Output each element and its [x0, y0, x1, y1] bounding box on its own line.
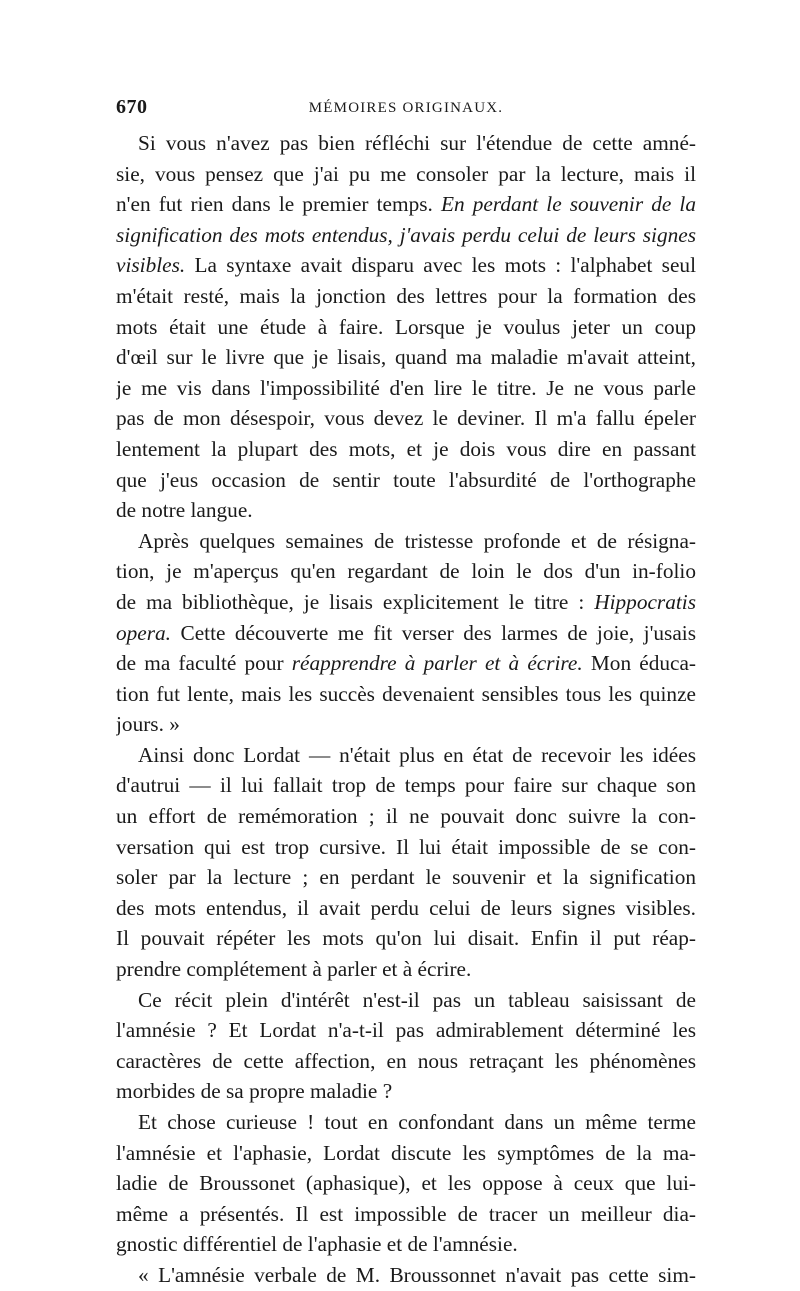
text-line: je me vis dans l'impossibilité d'en lire le titre. Je ne vous parle	[116, 375, 696, 400]
text-line: Ce récit plein d'intérêt n'est-il pas un tableau saisissant de	[138, 987, 696, 1012]
text-line: versation qui est trop cursive. Il lui était impossible de se con-	[116, 834, 696, 859]
text-line: Si vous n'avez pas bien réfléchi sur l'étendue de cette amné-	[138, 131, 696, 155]
text-line: Il pouvait répéter les mots qu'on lui disait. Enfin il put réap-	[116, 926, 696, 951]
text-line: l'amnésie et l'aphasie, Lordat discute les symptômes de la ma-	[116, 1140, 696, 1165]
body-text	[116, 128, 696, 1291]
text-line: visibles. La syntaxe avait disparu avec les mots : l'alphabet seul	[116, 253, 696, 278]
text-line: de notre langue.	[116, 498, 253, 523]
page-number: 670	[116, 96, 148, 118]
text-line: que j'eus occasion de sentir toute l'absurdité de l'orthographe	[116, 467, 696, 492]
text-line: « L'amnésie verbale de M. Broussonnet n'avait pas cette sim-	[138, 1262, 696, 1287]
text-line: soler par la lecture ; en perdant le souvenir et la signification	[116, 865, 696, 890]
text-line: opera. Cette découverte me fit verser des larmes de joie, j'usais	[116, 620, 696, 645]
text-line: lentement la plupart des mots, et je dois vous dire en passant	[116, 436, 696, 461]
text-line: jours. »	[116, 712, 180, 737]
text-line: caractères de cette affection, en nous retraçant les phénomènes	[116, 1048, 696, 1073]
text-line: un effort de remémoration ; il ne pouvait donc suivre la con-	[116, 804, 696, 829]
text-line: morbides de sa propre maladie ?	[116, 1079, 393, 1104]
text-line: signification des mots entendus, j'avais perdu celui de leurs signes	[116, 222, 696, 247]
text-line: tion, je m'aperçus qu'en regardant de loin le dos d'un in-folio	[116, 559, 696, 584]
text-line: Ainsi donc Lordat — n'était plus en état de recevoir les idées	[138, 742, 696, 767]
text-line: m'était resté, mais la jonction des lettres pour la formation des	[116, 283, 696, 308]
page-header	[116, 96, 696, 126]
text-line: sie, vous pensez que j'ai pu me consoler par la lecture, mais il	[116, 161, 696, 186]
text-line: tion fut lente, mais les succès devenaient sensibles tous les quinze	[116, 681, 696, 706]
text-line: d'autrui — il lui fallait trop de temps pour faire sur chaque son	[116, 773, 696, 798]
text-line: de ma faculté pour réapprendre à parler et à écrire. Mon éduca-	[116, 651, 696, 676]
text-line: d'œil sur le livre que je lisais, quand ma maladie m'avait atteint,	[116, 345, 696, 370]
text-line: Après quelques semaines de tristesse profonde et de résigna-	[138, 528, 696, 553]
text-line: même a présentés. Il est impossible de tracer un meilleur dia-	[116, 1201, 696, 1226]
text-line: ladie de Broussonet (aphasique), et les oppose à ceux que lui-	[116, 1171, 696, 1196]
text-line: des mots entendus, il avait perdu celui de leurs signes visibles.	[116, 895, 696, 920]
text-line: Et chose curieuse ! tout en confondant dans un même terme	[138, 1110, 696, 1134]
running-title: MÉMOIRES ORIGINAUX.	[308, 100, 504, 116]
text-line: gnostic différentiel de l'aphasie et de l'amnésie.	[116, 1232, 518, 1257]
text-line: de ma bibliothèque, je lisais explicitement le titre : Hippocratis	[116, 589, 696, 614]
text-line: prendre complétement à parler et à écrire.	[116, 957, 472, 982]
text-line: n'en fut rien dans le premier temps. En perdant le souvenir de la	[116, 192, 696, 217]
text-line: l'amnésie ? Et Lordat n'a-t-il pas admirablement déterminé les	[116, 1018, 696, 1043]
text-line: mots était une étude à faire. Lorsque je voulus jeter un coup	[116, 314, 696, 339]
text-line: pas de mon désespoir, vous devez le deviner. Il m'a fallu épeler	[116, 406, 696, 431]
